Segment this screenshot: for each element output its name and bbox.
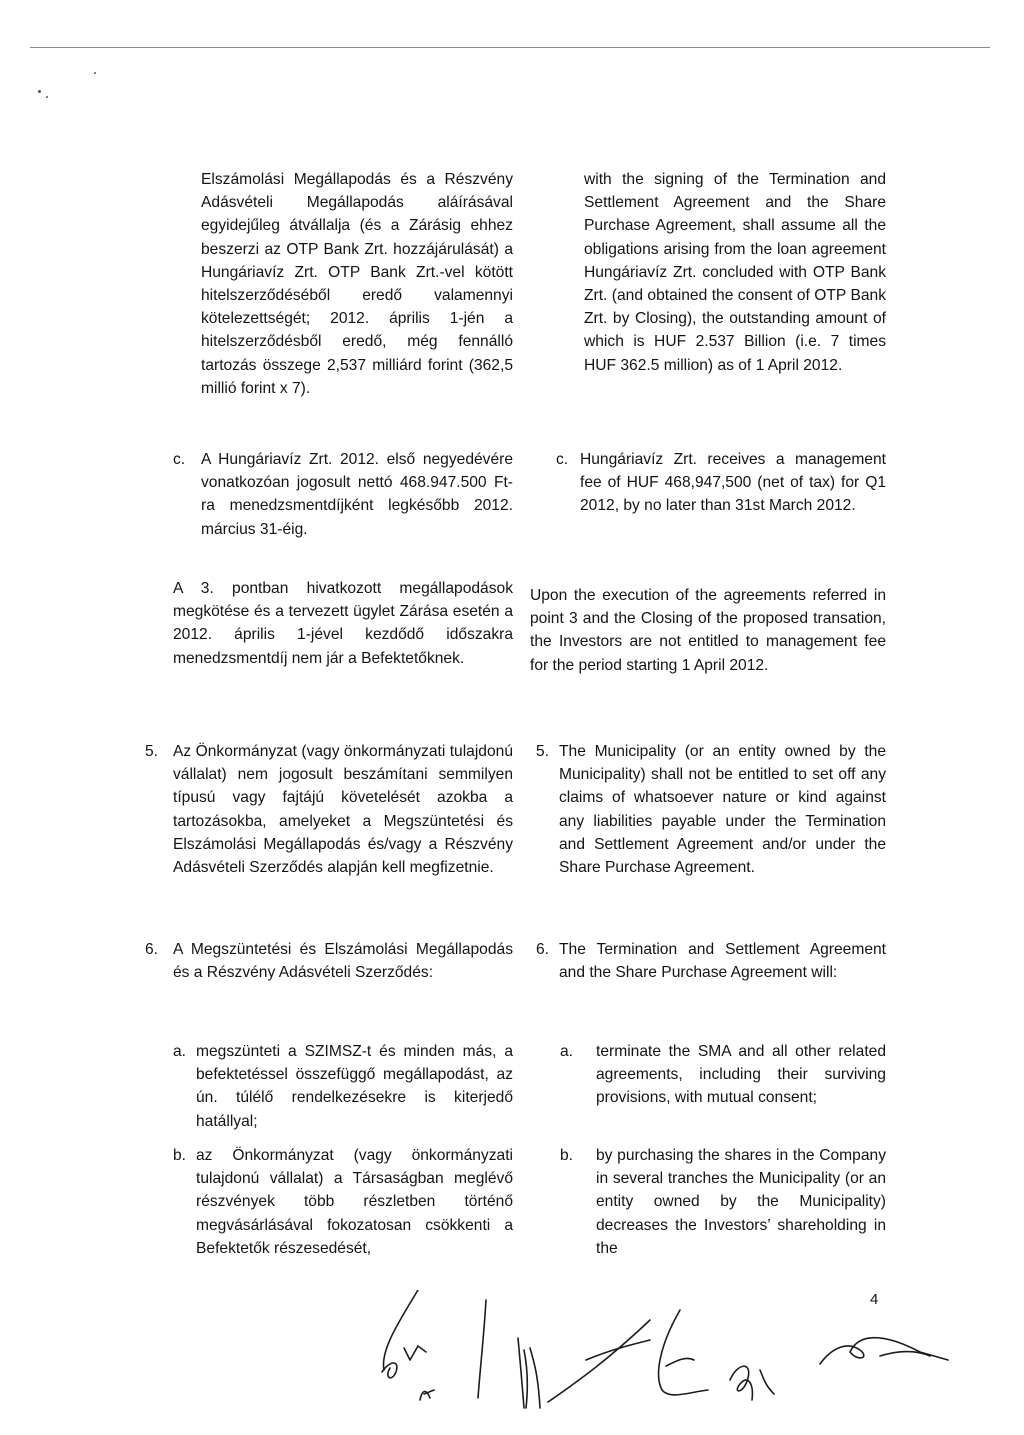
en-section-5-number: 5. [536,743,550,760]
en-item-b-label: b. [560,1147,574,1164]
en-item-c-label: c. [556,451,569,468]
en-item-a-label: a. [560,1043,574,1060]
signature-stroke [666,1358,694,1366]
scan-top-rule [30,47,990,48]
signature-stroke [478,1300,486,1398]
signature-stroke [518,1338,524,1408]
hu-item-b-text: az Önkormányzat (vagy önkormányzati tulajdonú vállalat) a Társaságban meglévő részvények több részletben történő megvásárlásával fokozatosan csökkenti a Befektetők részesedését, [196,1147,513,1257]
en-item-b-text: by purchasing the shares in the Company in several tranches the Municipality (or an entity owned by the Municipality) decreases the Investors’ shareholding in the [596,1147,886,1257]
signature-stroke [383,1290,418,1370]
hu-item-b-continuation: Elszámolási Megállapodás és a Részvény Adásvételi Megállapodás aláírásával egyidejűleg átvállalja (és a Zárásig ehhez beszerzi az OTP Bank Zrt. hozzájárulását) a Hungáriavíz Zrt. OTP Bank Zrt.-vel kötött hitelszerződéséből eredő valamennyi kötelezettségét; 2012. április 1-jén a hitelszerződésből eredő, még fennálló tartozás összege 2,537 milliárd forint (362,5 millió forint x 7). [201,171,513,397]
hu-section-5-text: Az Önkormányzat (vagy önkormányzati tulajdonú vállalat) nem jogosult beszámítani semmilyen típusú vagy fajtájú követelését azokba a tartozásokba, amelyeket a Megszüntetési és Elszámolási Megállapodás és/vagy a Részvény Adásvételi Szerződés alapján kell megfizetnie. [173,743,513,877]
scan-speck [94,72,96,74]
hu-after-point-3: A 3. pontban hivatkozott megállapodások megkötése és a tervezett ügylet Zárása esetén a 2012. április 1-jével kezdődő időszakra menedzsmentdíj nem jár a Befektetőknek. [173,580,513,667]
hu-item-c-label: c. [173,451,186,468]
page-number: 4 [870,1291,879,1308]
signature-stroke [524,1348,540,1408]
hu-item-a-label: a. [173,1043,187,1060]
hu-item-b-label: b. [173,1147,187,1164]
hu-item-a-text: megszünteti a SZIMSZ-t és minden más, a befektetéssel összefüggő megállapodást, az ún. túlélő rendelkezésekre is kiterjedő hatállyal; [196,1043,513,1130]
en-section-6-number: 6. [536,941,550,958]
hu-section-6-number: 6. [145,941,159,958]
en-item-c-text: Hungáriavíz Zrt. receives a management fee of HUF 468,947,500 (net of tax) for Q1 2012, by no later than 31st March 2012. [580,451,886,515]
hu-section-5-number: 5. [145,743,159,760]
scan-speck [46,96,48,98]
en-item-a-text: terminate the SMA and all other related agreements, including their surviving provisions, with mutual consent; [596,1043,886,1107]
signature-stroke [404,1346,426,1360]
signature-initials [360,1290,960,1410]
signature-stroke [548,1320,650,1402]
en-after-point-3: Upon the execution of the agreements referred in point 3 and the Closing of the proposed transation, the Investors are not entitled to management fee for the period starting 1 April 2012. [530,587,886,674]
en-section-5-text: The Municipality (or an entity owned by the Municipality) shall not be entitled to set off any claims of whatsoever nature or kind against any liabilities payable under the Termination and Settlement Agreement and/or under the Share Purchase Agreement. [559,743,886,877]
signature-stroke [730,1366,752,1400]
hu-section-6-text: A Megszüntetési és Elszámolási Megállapodás és a Részvény Adásvételi Szerződés: [173,941,513,982]
signature-stroke [820,1338,948,1364]
signature-stroke [420,1390,434,1400]
en-item-b-continuation: with the signing of the Termination and Settlement Agreement and the Share Purchase Agreement, shall assume all the obligations arising from the loan agreement Hungáriavíz Zrt. concluded with OTP Bank Zrt. (and obtained the consent of OTP Bank Zrt. by Closing), the outstanding amount of which is HUF 2.537 Billion (i.e. 7 times HUF 362.5 million) as of 1 April 2012. [584,171,886,374]
scan-speck [38,90,41,93]
signature-stroke [760,1370,774,1394]
hu-item-c-text: A Hungáriavíz Zrt. 2012. első negyedévére vonatkozóan jogosult nettó 468.947.500 Ft-ra menedzsmentdíjként legkésőbb 2012. március 31-éig. [201,451,513,538]
signature-stroke [659,1310,708,1395]
signature-stroke [586,1340,650,1360]
en-section-6-text: The Termination and Settlement Agreement and the Share Purchase Agreement will: [559,941,886,982]
